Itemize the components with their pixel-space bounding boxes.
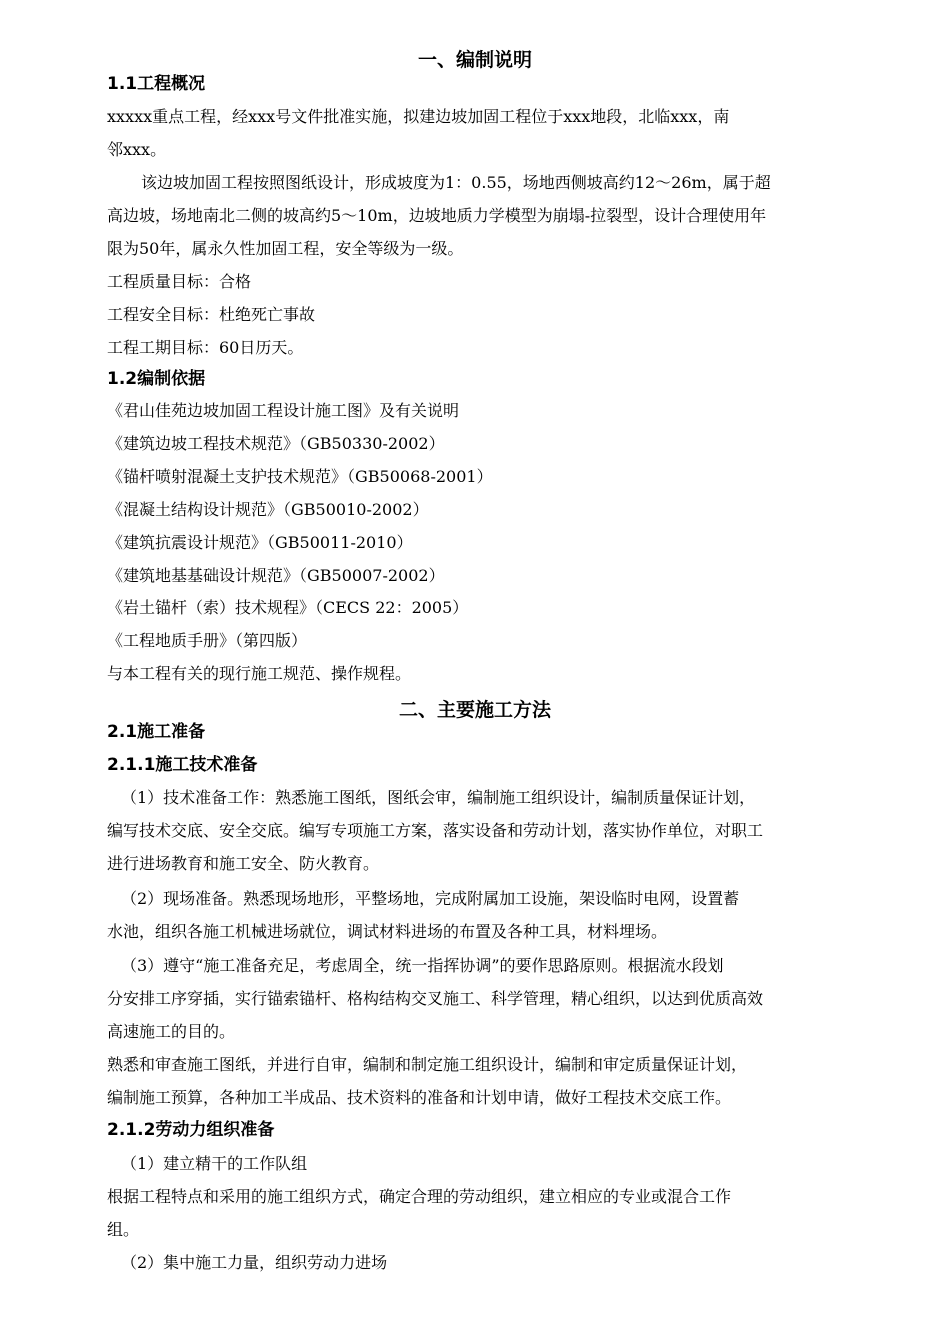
tech-prep-paragraph <box>107 781 862 880</box>
text-line: 编制施工预算，各种加工半成品、技术资料的准备和计划申请，做好工程技术交底工作。 <box>107 1088 732 1107</box>
heading-2-1-2: 2.1.2劳动力组织准备 <box>107 1120 275 1140</box>
reference-item: 《锚杆喷射混凝土支护技术规范》（GB50068-2001） <box>107 467 493 486</box>
heading-2-1: 2.1施工准备 <box>107 722 206 742</box>
text-line: 熟悉和审查施工图纸，并进行自审，编制和制定施工组织设计，编制和审定质量保证计划， <box>107 1055 748 1074</box>
text-line: xxxxx重点工程，经xxx号文件批准实施，拟建边坡加固工程位于xxx地段，北临xxx，南 <box>107 107 730 126</box>
heading-1-1: 1.1工程概况 <box>107 74 206 94</box>
text-line: 该边坡加固工程按照图纸设计，形成坡度为1：0.55，场地西侧坡高约12～26m，属于超 <box>141 173 771 192</box>
reference-item: 与本工程有关的现行施工规范、操作规程。 <box>107 664 412 683</box>
labor-item-1 <box>107 1147 862 1180</box>
text-line: 编写技术交底、安全交底。编写专项施工方案，落实设备和劳动计划，落实协作单位，对职工 <box>107 821 764 840</box>
design-paragraph <box>107 166 862 265</box>
text-line: （3）遵守“施工准备充足，考虑周全，统一指挥协调”的要作思路原则。根据流水段划 <box>121 956 724 975</box>
text-line: 水池，组织各施工机械进场就位，调试材料进场的布置及各种工具，材料埋场。 <box>107 922 668 941</box>
text-line: 进行进场教育和施工安全、防火教育。 <box>107 854 380 873</box>
section2-title: 二、主要施工方法 <box>398 699 551 721</box>
reference-item: 《岩土锚杆（索）技术规程》（CECS 22：2005） <box>107 598 469 617</box>
heading-2-1-1: 2.1.1施工技术准备 <box>107 755 258 775</box>
reference-item: 《工程地质手册》（第四版） <box>107 631 308 650</box>
labor-item-2 <box>107 1246 862 1279</box>
heading-1-2: 1.2编制依据 <box>107 369 206 389</box>
text-line: 高速施工的目的。 <box>107 1022 236 1041</box>
text-line: （1）建立精干的工作队组 <box>121 1154 308 1173</box>
text-line: 限为50年，属永久性加固工程，安全等级为一级。 <box>107 239 464 258</box>
labor-paragraph <box>107 1180 862 1246</box>
reference-item: 《建筑边坡工程技术规范》（GB50330-2002） <box>107 434 445 453</box>
goals-block <box>107 265 862 364</box>
period-goal: 工程工期目标：60日历天。 <box>107 338 304 357</box>
review-paragraph <box>107 1048 862 1114</box>
text-line: （2）现场准备。熟悉现场地形，平整场地，完成附属加工设施，架设临时电网，设置蓄 <box>121 889 740 908</box>
reference-item: 《建筑地基基础设计规范》（GB50007-2002） <box>107 566 445 585</box>
text-line: 邻xxx。 <box>107 140 167 159</box>
text-line: （2）集中施工力量，组织劳动力进场 <box>121 1253 388 1272</box>
principle-paragraph <box>107 949 862 1048</box>
reference-item: 《混凝土结构设计规范》（GB50010-2002） <box>107 500 429 519</box>
overview-paragraph <box>107 100 862 166</box>
text-line: （1）技术准备工作：熟悉施工图纸，图纸会审，编制施工组织设计，编制质量保证计划， <box>121 788 756 807</box>
quality-goal: 工程质量目标：合格 <box>107 272 252 291</box>
text-line: 分安排工序穿插，实行锚索锚杆、格构结构交叉施工、科学管理，精心组织，以达到优质高效 <box>107 989 764 1008</box>
text-line: 组。 <box>107 1220 140 1239</box>
text-line: 根据工程特点和采用的施工组织方式，确定合理的劳动组织，建立相应的专业或混合工作 <box>107 1187 732 1206</box>
reference-item: 《君山佳苑边坡加固工程设计施工图》及有关说明 <box>107 401 460 420</box>
site-prep-paragraph <box>107 882 862 948</box>
safety-goal: 工程安全目标：杜绝死亡事故 <box>107 305 316 324</box>
reference-item: 《建筑抗震设计规范》（GB50011-2010） <box>107 533 413 552</box>
section1-title: 一、编制说明 <box>417 49 532 71</box>
text-line: 高边坡，场地南北二侧的坡高约5～10m，边坡地质力学模型为崩塌-拉裂型，设计合理使用年 <box>107 206 767 225</box>
